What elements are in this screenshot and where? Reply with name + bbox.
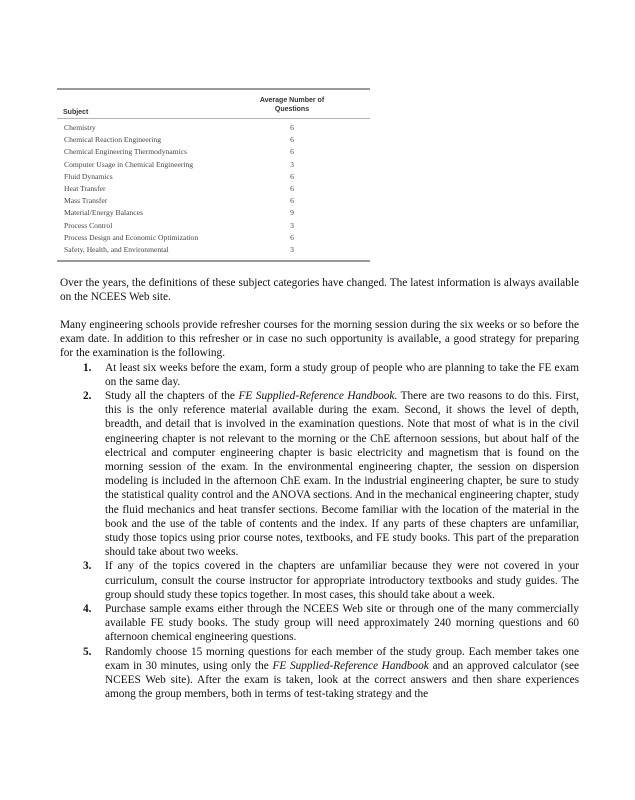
row-subject: Chemical Engineering Thermodynamics — [64, 147, 188, 157]
handbook-title: FE Supplied-Reference Handbook — [272, 659, 429, 672]
row-subject: Fluid Dynamics — [64, 171, 113, 181]
step-number: 5. — [83, 645, 92, 658]
subject-table — [57, 88, 370, 262]
table-row — [57, 232, 370, 244]
step-text: Purchase sample exams either through the NCEES Web site or through one of the many commercially available FE study books. The study group will need approximately 240 morning questions and 60 afternoon chemical engineering questions. — [105, 603, 579, 644]
list-item-step-5 — [60, 645, 579, 702]
paragraph-subject-definitions: Over the years, the definitions of these subject categories have changed. The latest information is always available on the NCEES Web site. — [60, 277, 579, 304]
row-subject: Chemistry — [64, 123, 96, 132]
step-text-part: Study all the chapters of the — [105, 390, 239, 403]
step-text — [105, 390, 579, 558]
row-count: 3 — [290, 220, 294, 230]
step-number: 2. — [83, 390, 92, 403]
strategy-steps-list — [60, 361, 579, 702]
row-subject: Process Design and Economic Optimization — [64, 232, 199, 242]
step-number: 1. — [83, 361, 92, 374]
list-item-step-4 — [60, 602, 579, 645]
step-number: 4. — [83, 603, 92, 616]
list-item-step-1 — [60, 361, 579, 389]
handbook-title: FE Supplied-Reference Handbook — [238, 390, 395, 403]
step-text: If any of the topics covered in the chapters are unfamiliar because they were not covered in your curriculum, consult the course instructor for appropriate introductory textbooks and study guides. The group should study these topics together. In most cases, this should take about a week. — [105, 560, 579, 601]
table-row — [57, 159, 370, 171]
row-subject: Mass Transfer — [64, 196, 108, 206]
table-row — [57, 183, 370, 195]
row-subject: Safety, Health, and Environmental — [64, 244, 169, 254]
step-number: 3. — [83, 560, 92, 573]
table-row — [57, 171, 370, 183]
step-text-part: Randomly choose 15 morning questions for each member of the study group. Each member takes one exam in 30 minutes, using only the — [105, 645, 579, 672]
row-count: 6 — [290, 147, 294, 157]
row-subject: Heat Transfer — [64, 183, 106, 193]
table-row — [57, 122, 370, 134]
row-count: 9 — [290, 208, 294, 218]
header-average-number: Average Number of Questions — [259, 97, 325, 113]
table-row — [57, 195, 370, 207]
table-row — [57, 244, 370, 256]
study-strategy-section — [60, 318, 579, 701]
table-row — [57, 146, 370, 158]
row-subject: Material/Energy Balances — [64, 208, 143, 218]
row-count: 6 — [290, 232, 294, 242]
step-text — [105, 646, 579, 701]
row-count: 3 — [290, 244, 294, 254]
table-bottom-rule — [57, 260, 370, 262]
row-subject: Computer Usage in Chemical Engineering — [64, 159, 194, 169]
table-row — [57, 134, 370, 146]
list-item-step-2 — [60, 389, 579, 559]
row-count: 6 — [290, 196, 294, 206]
table-header — [57, 90, 370, 118]
row-count: 6 — [290, 135, 294, 145]
step-text-part: and an approved calculator (see NCEES Web site). After the exam is taken, look at the correct answers and then share experiences among the group members, both in terms of test-taking strategy and the — [105, 659, 579, 701]
paragraph-refresher-courses: Many engineering schools provide refresher courses for the morning session during the six weeks or so before the exam date. In addition to this refresher or in case no such opportunity is available, a good strategy for preparing for the examination is the following. — [60, 319, 579, 360]
row-count: 6 — [290, 183, 294, 193]
row-subject: Process Control — [64, 220, 113, 230]
table-row — [57, 207, 370, 219]
header-subject: Subject — [63, 109, 89, 116]
table-body — [57, 119, 370, 260]
list-item-step-3 — [60, 559, 579, 602]
step-text: At least six weeks before the exam, form a study group of people who are planning to take the FE exam on the same day. — [105, 361, 579, 388]
row-subject: Chemical Reaction Engineering — [64, 135, 161, 145]
row-count: 6 — [290, 171, 294, 181]
table-row — [57, 220, 370, 232]
row-count: 6 — [290, 123, 294, 132]
step-text-part: . There are two reasons to do this. First, this is the only reference material available during the exam. Second, it shows the level of depth, breadth, and detail that is involved in the examination questions. Note that most of what is in the civil engineering chapter is not relevant to the morning or the ChE afternoon sessions, but about half of the electrical and computer engineering chapter is basic electricity and magnetism that is found on the morning session of the exam. In the environmental engineering chapter, the session on dispersion modeling is included in the afternoon ChE exam. In the industrial engineering chapter, be sure to study the statistical quality control and the ANOVA sections. And in the mechanical engineering chapter, study the fluid mechanics and heat transfer sections. Become familiar with the location of the material in the book and the use of the table of contents and the index. If any parts of these chapters are unfamiliar, study those topics using prior course notes, textbooks, and FE study books. This part of the preparation should take about two weeks. — [105, 390, 579, 559]
row-count: 3 — [290, 159, 294, 169]
